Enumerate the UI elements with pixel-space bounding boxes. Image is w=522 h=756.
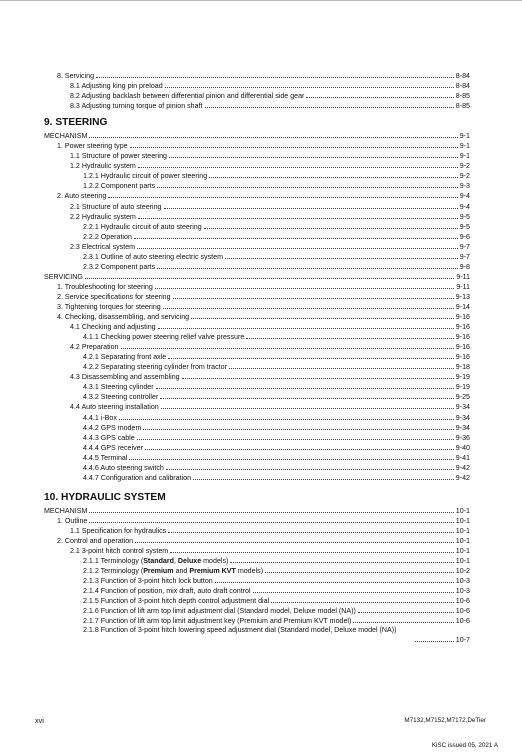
toc-entry-title: 2.3.1 Outline of auto steering electric system [83, 252, 223, 261]
toc-entry-title: 4.3.1 Steering cylinder [83, 383, 154, 392]
toc-entry[interactable] [44, 372, 470, 382]
bold-model-name: Premium [143, 567, 174, 576]
dot-leader [138, 218, 458, 219]
toc-entry[interactable] [44, 626, 470, 645]
toc-entry-title: 2.1.5 Function of 3-point hitch depth control adjustment dial [83, 597, 270, 606]
dot-leader [170, 552, 454, 553]
toc-page-number: 9-16 [455, 353, 470, 362]
dot-leader [253, 592, 454, 593]
toc-page-number: 9-40 [455, 443, 470, 452]
toc-page-number: 10-1 [455, 536, 470, 545]
dot-leader [173, 298, 454, 299]
dot-leader [160, 398, 453, 399]
toc-entry-title: 3. Tightening torques for steering [57, 302, 161, 311]
dot-leader [163, 308, 454, 309]
dot-leader [193, 479, 454, 480]
toc-entry-title: 4.4.5 Terminal [83, 453, 128, 462]
toc-entry[interactable] [44, 516, 470, 526]
top-border [0, 0, 522, 1]
toc-entry[interactable] [44, 566, 470, 576]
dot-leader [164, 208, 458, 209]
dot-leader [121, 348, 454, 349]
toc-entry[interactable] [44, 586, 470, 596]
toc-entry-title: 1.2.2 Component parts [83, 182, 156, 191]
toc-page-number: 9-16 [455, 333, 470, 342]
toc-page-number: 10-6 [455, 597, 470, 606]
dot-leader [89, 137, 457, 138]
toc-entry[interactable] [44, 101, 470, 111]
dot-leader [143, 429, 453, 430]
bold-model-name: Deluxe [177, 557, 202, 566]
toc-page-number: 10-1 [455, 557, 470, 566]
dot-leader [161, 408, 454, 409]
dot-leader [209, 177, 458, 178]
dot-leader [306, 97, 453, 98]
dot-leader [168, 532, 454, 533]
dot-leader [271, 602, 454, 603]
dot-leader [182, 378, 454, 379]
toc-entry-title: 1. Troubleshooting for steering [57, 282, 153, 291]
dot-leader [157, 187, 458, 188]
toc-page-number: 9-19 [455, 383, 470, 392]
toc-page-number: 8-85 [455, 92, 470, 101]
dot-leader [108, 197, 457, 198]
toc-page-number: 10-7 [455, 635, 470, 644]
dot-leader [85, 278, 454, 279]
toc-entry[interactable] [44, 322, 470, 332]
toc-entry[interactable] [44, 526, 470, 536]
toc-entry-title: 4.4.6 Auto steering switch [83, 463, 164, 472]
toc-page-number: 9-1 [459, 132, 470, 141]
toc-page-number: 10-1 [455, 506, 470, 515]
dot-leader [246, 338, 454, 339]
toc-entry-title: 2.2.2 Operation [83, 232, 132, 241]
toc-entry[interactable] [44, 362, 470, 372]
toc-entry[interactable] [44, 81, 470, 91]
toc-entry-title: 1.1 Specification for hydraulics [70, 526, 167, 535]
toc-page-number: 9-5 [459, 222, 470, 231]
toc-entry-title: 4.4.7 Configuration and calibration [83, 473, 192, 482]
toc-page-number: 9-25 [455, 393, 470, 402]
toc-entry-title: 8. Servicing [57, 72, 95, 80]
toc-entry[interactable] [44, 222, 470, 232]
toc-page-number: 9-8 [459, 262, 470, 271]
toc-entry-title: 4.1.1 Checking power steering relief valve pressure [83, 333, 245, 342]
toc-page-number: 9-14 [455, 302, 470, 311]
toc-page-number: 9-7 [459, 242, 470, 251]
toc-entry-title: 4.3.2 Steering controller [83, 393, 159, 402]
toc-entry-title: 4.4.3 GPS cable [83, 433, 135, 442]
toc-page-number: 9-7 [459, 252, 470, 261]
page-number: xvi [35, 716, 44, 725]
dot-leader [169, 157, 458, 158]
toc-entry[interactable] [44, 616, 470, 626]
toc-entry-title: 1. Outline [57, 516, 88, 525]
toc-page-number: 9-42 [455, 473, 470, 482]
toc-entry[interactable] [44, 443, 470, 453]
toc-page-number: 8-84 [455, 82, 470, 91]
dot-leader [137, 439, 454, 440]
toc-entry-title: 4.1 Checking and adjusting [70, 323, 156, 332]
toc-page-number: 9-18 [455, 363, 470, 372]
toc-entry[interactable] [44, 151, 470, 161]
dot-leader [229, 368, 454, 369]
dot-leader [191, 318, 454, 319]
toc-entry[interactable] [44, 392, 470, 402]
title-fragment: , [173, 557, 178, 566]
dot-leader [168, 358, 454, 359]
dot-leader [155, 288, 455, 289]
toc-entry[interactable] [44, 171, 470, 181]
dot-leader [156, 388, 454, 389]
toc-entry[interactable] [44, 382, 470, 392]
dot-leader [135, 542, 454, 543]
bold-model-name: Standard [143, 557, 174, 566]
dot-leader [157, 268, 458, 269]
toc-page-number: 9-16 [455, 343, 470, 352]
toc-entry-title: 1.2.1 Hydraulic circuit of power steering [83, 172, 208, 181]
toc-entry[interactable] [44, 413, 470, 423]
dot-leader [230, 562, 453, 563]
dot-leader [138, 167, 458, 168]
toc-page-number: 9-1 [459, 142, 470, 151]
bold-model-name: Premium KVT [189, 567, 236, 576]
toc-entry-title: 2.1 Structure of auto steering [70, 202, 162, 211]
toc-page-number: 9-1 [459, 152, 470, 161]
chapter-heading: 10. HYDRAULIC SYSTEM [44, 491, 166, 503]
toc-entry-title: 2.1 3-point hitch control system [70, 547, 169, 556]
toc-entry[interactable] [44, 202, 470, 212]
toc-entry-title: 2.2.1 Hydraulic circuit of auto steering [83, 222, 202, 231]
dot-leader [130, 147, 458, 148]
toc-page-number: 9-2 [459, 172, 470, 181]
toc-page-number: 9-42 [455, 463, 470, 472]
toc-entry[interactable] [44, 252, 470, 262]
toc-entry-title: 4.4 Auto steering installation [70, 403, 159, 412]
toc-entry-tail [413, 636, 470, 646]
dot-leader [265, 572, 454, 573]
toc-entry[interactable] [44, 473, 470, 483]
title-fragment: 2.1.2 Terminology ( [83, 567, 144, 576]
toc-entry-title: 4.2 Preparation [70, 343, 119, 352]
title-fragment: models) [201, 557, 229, 566]
toc-entry-title: 2.1.8 Function of 3-point hitch lowering speed adjustment dial (Standard model, Deluxe model (NA)) [83, 626, 397, 635]
toc-entry[interactable] [44, 423, 470, 433]
toc-entry-title: 8.1 Adjusting king pin preload [70, 82, 163, 91]
toc-page-number: 9-36 [455, 433, 470, 442]
toc-page-number: 9-34 [455, 423, 470, 432]
toc-entry[interactable] [44, 536, 470, 546]
toc-entry-title: 2. Auto steering [57, 192, 107, 201]
toc-entry[interactable] [44, 191, 470, 201]
toc-page-number: 10-1 [455, 526, 470, 535]
dot-leader [166, 469, 454, 470]
toc-entry[interactable] [44, 433, 470, 443]
toc-entry[interactable] [44, 312, 470, 322]
dot-leader [129, 459, 453, 460]
toc-entry-title: 2.1.7 Function of lift arm top limit adjustment key (Premium and Premium KVT model) [83, 617, 352, 626]
toc-entry-title: 4.2.2 Separating steering cylinder from tractor [83, 363, 227, 372]
toc-page-number: 9-34 [455, 413, 470, 422]
toc-page-number: 10-6 [455, 617, 470, 626]
title-fragment: models) [235, 567, 264, 576]
table-of-contents [44, 71, 470, 645]
title-fragment: and [173, 567, 190, 576]
toc-entry[interactable] [44, 332, 470, 342]
toc-entry[interactable] [44, 272, 470, 282]
toc-page-number: 8-84 [455, 72, 470, 80]
chapter-heading: 9. STEERING [44, 117, 108, 129]
toc-entry-title: 4.2.1 Separating front axle [83, 353, 167, 362]
toc-entry[interactable] [44, 556, 470, 566]
toc-page-number: 10-1 [455, 516, 470, 525]
toc-entry[interactable] [44, 161, 470, 171]
toc-page-number: 8-85 [455, 102, 470, 111]
toc-entry[interactable] [44, 302, 470, 312]
toc-entry[interactable] [44, 212, 470, 222]
toc-entry-title: 4.3 Disassembling and assembling [70, 373, 180, 382]
toc-page-number: 9-19 [455, 373, 470, 382]
toc-entry[interactable] [44, 91, 470, 101]
toc-entry-title: 4. Checking, disassembling, and servicing [57, 313, 190, 322]
dot-leader [119, 419, 454, 420]
toc-entry[interactable] [44, 242, 470, 252]
toc-page-number: 9-16 [455, 323, 470, 332]
toc-page-number: 10-6 [455, 607, 470, 616]
toc-entry[interactable] [44, 606, 470, 616]
dot-leader [134, 238, 458, 239]
toc-entry[interactable] [44, 232, 470, 242]
toc-entry-title: 1.1 Structure of power steering [70, 152, 167, 161]
toc-page-number: 9-34 [455, 403, 470, 412]
title-fragment: 2.1.1 Terminology ( [83, 557, 144, 566]
toc-entry[interactable] [44, 402, 470, 412]
dot-leader [204, 228, 458, 229]
toc-entry[interactable] [44, 506, 470, 516]
toc-entry-title: 2.2 Hydraulic system [70, 212, 136, 221]
issue-label: KiSC issued 05, 2021 A [431, 742, 498, 749]
toc-page-number: 9-11 [456, 282, 470, 291]
toc-entry-title: 4.4.1 i-Box [83, 413, 117, 422]
toc-page-number: 9-16 [455, 313, 470, 322]
dot-leader [89, 512, 453, 513]
toc-entry-title: 2.3 Electrical system [70, 242, 136, 251]
toc-entry[interactable] [44, 352, 470, 362]
dot-leader [165, 87, 454, 88]
toc-page-number: 9-3 [459, 182, 470, 191]
toc-entry-title [83, 556, 228, 566]
toc-entry[interactable] [44, 342, 470, 352]
toc-page-number: 10-3 [455, 577, 470, 586]
dot-leader [89, 522, 453, 523]
toc-page-number: 10-1 [455, 547, 470, 556]
toc-entry[interactable] [44, 292, 470, 302]
toc-entry-title: 1.2 Hydraulic system [70, 162, 136, 171]
toc-entry[interactable] [44, 131, 470, 141]
toc-entry[interactable] [44, 546, 470, 556]
toc-entry-title: 8.2 Adjusting backlash between differential pinion and differential side gear [70, 92, 305, 101]
toc-entry-title: MECHANISM [44, 506, 88, 515]
toc-entry-title: SERVICING [44, 272, 83, 281]
dot-leader [225, 258, 458, 259]
toc-entry[interactable] [44, 71, 470, 81]
toc-entry-title: 8.3 Adjusting turning torque of pinion shaft [70, 102, 203, 111]
toc-entry-title: 4.4.2 GPS modem [83, 423, 142, 432]
toc-page-number: 9-4 [459, 202, 470, 211]
toc-entry-title: 2.1.6 Function of lift arm top limit adjustment dial (Standard model, Deluxe model (NA)) [83, 607, 356, 616]
toc-entry-title [83, 566, 263, 576]
toc-page-number: 9-11 [456, 272, 470, 281]
dot-leader [415, 641, 454, 642]
dot-leader [158, 328, 454, 329]
model-list: M7132,M7152,M7172,DeTier [404, 717, 486, 724]
toc-page-number: 9-6 [459, 232, 470, 241]
toc-entry[interactable] [44, 282, 470, 292]
toc-page-number: 9-2 [459, 162, 470, 171]
toc-page-number: 9-13 [455, 292, 470, 301]
toc-page-number: 9-4 [459, 192, 470, 201]
dot-leader [145, 449, 454, 450]
dot-leader [205, 107, 454, 108]
dot-leader [215, 582, 454, 583]
toc-entry-title: 2. Service specifications for steering [57, 292, 171, 301]
toc-entry[interactable] [44, 596, 470, 606]
toc-entry-title: 2. Control and operation [57, 536, 134, 545]
toc-entry[interactable] [44, 262, 470, 272]
toc-entry[interactable] [44, 141, 470, 151]
toc-entry-title: 4.4.4 GPS receiver [83, 443, 143, 452]
toc-entry-title: MECHANISM [44, 132, 88, 141]
dot-leader [358, 612, 454, 613]
toc-page-number: 10-3 [455, 587, 470, 596]
toc-entry-title: 2.3.2 Component parts [83, 262, 156, 271]
toc-page-number: 10-2 [455, 567, 470, 576]
toc-entry[interactable] [44, 576, 470, 586]
toc-page-number: 9-41 [455, 453, 470, 462]
toc-entry[interactable] [44, 463, 470, 473]
toc-entry-title: 2.1.4 Function of position, mix draft, auto draft control [83, 587, 251, 596]
dot-leader [96, 77, 454, 78]
dot-leader [353, 622, 453, 623]
toc-entry-title: 2.1.3 Function of 3-point hitch lock button [83, 577, 213, 586]
toc-page-number: 9-5 [459, 212, 470, 221]
dot-leader [137, 248, 458, 249]
toc-entry-title: 1. Power steering type [57, 142, 128, 151]
toc-entry[interactable] [44, 453, 470, 463]
toc-entry[interactable] [44, 181, 470, 191]
